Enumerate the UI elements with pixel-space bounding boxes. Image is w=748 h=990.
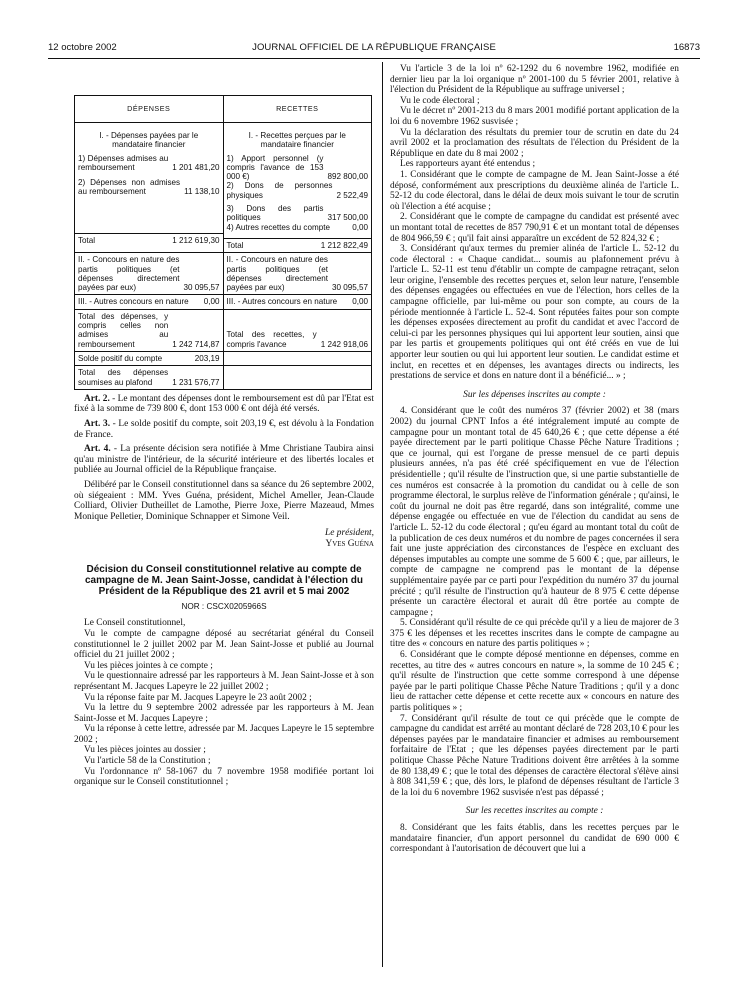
paragraph: Vu l'article 3 de la loi nº 62-1292 du 6 novembre 1962, modifiée en dernier lieu par la loi organique nº 2001-100 du 5 février 2001, relative à l'élection du Président de la République au suffrage universel ; <box>390 64 679 96</box>
rec-section-title: I. - Recettes perçues par le mandataire financier <box>248 131 346 150</box>
paragraph: 8. Considérant que les faits établis, dans les recettes perçues par le mandataire financier, d'un apport personnel du candidat de 690 000 € correspondant à l'autorisation de découvert que lui a <box>390 822 679 855</box>
paragraph: 7. Considérant qu'il résulte de tout ce qui précède que le compte de campagne du candidat est arrêté au montant déclaré de 728 203,10 € pour les dépenses payées par le mandataire financier et admises au remboursement forfaitaire de l'Etat ; que les dépenses payées directement par le parti politique Chasse Pêche Nature Traditions doivent être arrêtées à la somme de 80 138,49 € ; que le total des dépenses de caractère électoral s'élève ainsi à 808 341,59 € ; que, dès lors, le plafond de dépenses résultant de l'article 3 de la loi du 6 novembre 1962 susvisée n'est pas dépassé ; <box>390 713 679 798</box>
dep-line-1-value: 1 201 481,20 <box>172 162 220 172</box>
rec-line-4-value: 0,00 <box>352 222 368 232</box>
paragraph: Vu l'article 58 de la Constitution ; <box>84 756 211 767</box>
recettes-header: RECETTES <box>223 96 372 123</box>
left-column <box>74 95 374 788</box>
dep-grand-total-value: 1 242 714,87 <box>172 339 220 349</box>
paragraph: 2. Considérant que le compte de campagne du candidat est présenté avec un montant total de recettes de 857 790,91 € et un montant total de dépenses de 804 966,59 € ; qu'il fait ainsi apparaître un excédent de 52 824,32 € ; <box>390 212 679 244</box>
paragraph: Vu la réponse faite par M. Jacques Lapeyre le 23 août 2002 ; <box>84 692 312 703</box>
rec-concours-partis: II. - Concours en nature des partis politiques (et dépenses directement payées par eux) <box>226 255 328 293</box>
rec-total-value: 1 212 822,49 <box>320 240 368 250</box>
dep-section-title: I. - Dépenses payées par le mandataire financier <box>99 131 199 150</box>
recettes-section-2 <box>223 253 372 295</box>
solde-empty <box>223 351 372 365</box>
decision-title: Décision du Conseil constitutionnel relative au compte de campagne de M. Jean Saint-Josse, candidat à l'élection du Président de la République des 21 avril et 5 mai 2002 <box>84 563 363 598</box>
paragraph: Vu le questionnaire adressé par les rapporteurs à M. Jean Saint-Josse et à son représentant M. Jacques Lapeyre le 22 juillet 2002 ; <box>74 671 374 692</box>
depenses-header: DÉPENSES <box>75 96 224 123</box>
rec-grand-total-value: 1 242 918,06 <box>320 339 368 349</box>
paragraph: Les rapporteurs ayant été entendus ; <box>400 159 536 170</box>
recettes-section-1 <box>223 123 372 253</box>
subheading-depenses: Sur les dépenses inscrites au compte : <box>463 389 606 400</box>
header-date: 12 octobre 2002 <box>48 42 117 53</box>
left-paragraphs <box>74 618 374 788</box>
dep-concours-partis-value: 30 095,57 <box>183 283 220 293</box>
dep-total-value: 1 212 619,30 <box>172 235 220 245</box>
rec-line-2: 2) Dons de personnes physiques <box>226 181 333 200</box>
rec-concours-partis-value: 30 095,57 <box>331 283 368 293</box>
rec-line-1-value: 892 800,00 <box>327 172 368 182</box>
dep-grand-total-label: Total des dépenses, y compris celles non admises au remboursement <box>78 311 169 349</box>
soumises-cell <box>75 366 224 390</box>
article-4-label: Art. 4. <box>84 444 111 455</box>
dep-concours-partis: II. - Concours en nature des partis politiques (et dépenses directement payées par eux) <box>78 255 180 293</box>
rec-autres-concours: III. - Autres concours en nature <box>226 297 338 307</box>
paragraph: 5. Considérant qu'il résulte de ce qui précède qu'il y a lieu de majorer de 3 375 € les dépenses et les recettes inscrites dans le compte de campagne au titre des « concours en nature des partis politiques » ; <box>390 618 679 650</box>
rec-line-3: 3) Dons des partis politiques <box>226 204 324 223</box>
solde-value: 203,19 <box>194 353 220 363</box>
soumises-label: Total des dépenses soumises au plafond <box>78 368 169 387</box>
article-3-label: Art. 3. <box>84 419 111 430</box>
accounts-table <box>74 95 372 390</box>
header-page-number: 16873 <box>673 42 700 53</box>
depenses-section-3 <box>75 295 224 309</box>
article-4 <box>74 444 374 476</box>
depenses-section-1 <box>75 123 224 253</box>
soumises-empty <box>223 366 372 390</box>
paragraph: Le Conseil constitutionnel, <box>84 618 186 629</box>
rec-total-label: Total <box>226 240 244 250</box>
paragraph: Vu le compte de campagne déposé au secrétariat général du Conseil constitutionnel le 2 juillet 2002 par M. Jean Saint-Josse et publié au Journal officiel du 21 juillet 2002 ; <box>74 628 374 661</box>
right-column <box>390 64 679 855</box>
paragraph: Vu le code électoral ; <box>400 95 480 106</box>
dep-autres-concours-value: 0,00 <box>203 297 220 307</box>
rec-line-3-value: 317 500,00 <box>327 213 368 223</box>
right-paragraphs-c <box>390 823 679 855</box>
article-4-text: - La présente décision sera notifiée à Mme Christiane Taubira ainsi qu'au ministre de l'intérieur, de la sécurité intérieure et des libertés locales et publiée au Journal officiel de la République française. <box>74 444 374 476</box>
signature-name: Yves Guéna <box>325 538 374 549</box>
header-rule <box>48 58 700 59</box>
rec-line-1: 1) Apport personnel (y compris l'avance de 153 000 €) <box>226 153 324 182</box>
rec-grand-total <box>223 309 372 351</box>
paragraph: Vu l'ordonnance nº 58-1067 du 7 novembre 1958 modifiée portant loi organique sur le Conseil constitutionnel ; <box>74 766 374 788</box>
dep-line-2: 2) Dépenses non admises au remboursement <box>78 178 181 197</box>
paragraph: Vu les pièces jointes au dossier ; <box>84 745 206 756</box>
header-journal-title: JOURNAL OFFICIEL DE LA RÉPUBLIQUE FRANÇAISE <box>252 42 496 53</box>
depenses-section-2 <box>75 253 224 295</box>
recettes-section-3 <box>223 295 372 309</box>
nor-reference: NOR : CSCX0205966S <box>181 601 267 611</box>
right-paragraphs-a <box>390 64 679 382</box>
article-2 <box>74 394 374 415</box>
column-divider <box>382 62 383 967</box>
dep-total-label: Total <box>78 235 96 245</box>
rec-grand-total-label: Total des recettes, y compris l'avance <box>226 330 317 349</box>
paragraph: 4. Considérant que le coût des numéros 37 (février 2002) et 38 (mars 2002) du journal CPNT Infos a été intégralement imputé au compte de campagne pour un montant total de 45 640,26 € ; que cette dépense a été payée directement par le parti politique Chasse Pêche Nature Traditions ; que ce journal, qui est l'organe de presse mensuel de ce parti depuis plusieurs années, n'a pas été créé spécifiquement en vue de l'élection présidentielle ; qu'il résulte de l'instruction que, si une partie substantielle de ces numéros est consacrée à la promotion du candidat ou à celle de son programme électoral, le surplus relève de l'information générale ; qu'ainsi, le coût du journal ne doit pas être regardé, dans son intégralité, comme une dépense engagée ou effectuée en vue de l'élection du candidat au sens de l'article L. 52-12 du code électoral ; qu'eu égard au montant total du coût de la publication de ces deux numéros et du nombre de pages concernées il sera fait une juste appréciation des circonstances de l'espèce en excluant des dépenses imputables au compte une somme de 5 600 € ; que, par ailleurs, le compte de campagne ne comprend pas le montant de la dépense supplémentaire payée par ce parti pour l'expédition du numéro 37 du journal précité ; qu'il résulte de l'instruction qu'à hauteur de 8 975 € cette dépense présente un caractère électoral et aurait dû être portée au compte de campagne ; <box>390 406 679 618</box>
solde-label: Solde positif du compte <box>78 353 163 363</box>
page-header <box>48 42 700 56</box>
dep-grand-total <box>75 309 224 351</box>
paragraph: 3. Considérant qu'aux termes du premier alinéa de l'article L. 52-12 du code électoral : « Chaque candidat... soumis au plafonnement prévu à l'article L. 52-11 est tenu d'établir un compte de campagne retraçant, selon leur origine, l'ensemble des recettes perçues et, selon leur nature, l'ensemble des dépenses engagées ou effectuées en vue de l'élection, hors celles de la campagne officielle, par lui-même ou pour son compte, au cours de la période mentionnée à l'article L. 52-4. Sont réputées faites pour son compte les dépenses exposées directement au profit du candidat et avec l'accord de celui-ci par les personnes physiques qui lui apportent leur soutien, ainsi que par les partis et groupements politiques qui ont été créés en vue de lui apporter leur soutien ou qui lui apportent leur soutien. Le candidat estime et inclut, en recettes et en dépenses, les avantages directs ou indirects, les prestations de service et dons en nature dont il a bénéficié... » ; <box>390 244 679 382</box>
signature-role: Le président, <box>325 528 374 539</box>
dep-autres-concours: III. - Autres concours en nature <box>78 297 189 307</box>
paragraph: Vu le décret nº 2001-213 du 8 mars 2001 modifié portant application de la loi du 6 novembre 1962 susvisée ; <box>390 106 679 127</box>
right-paragraphs-b <box>390 406 679 798</box>
deliberation: Délibéré par le Conseil constitutionnel dans sa séance du 26 septembre 2002, où siégeaient : MM. Yves Guéna, président, Michel Ameller, Jean-Claude Colliard, Olivier Dutheillet de Lamothe, Pierre Joxe, Pierre Mazeaud, Mmes Monique Pelletier, Dominique Schnapper et Simone Veil. <box>74 479 374 522</box>
paragraph: Vu les pièces jointes à ce compte ; <box>84 660 213 671</box>
paragraph: Vu la lettre du 9 septembre 2002 adressée par les rapporteurs à M. Jean Saint-Josse et M. Jacques Lapeyre ; <box>74 703 374 724</box>
article-2-text: - Le montant des dépenses dont le remboursement est dû par l'Etat est fixé à la somme de 739 800 €, dont 153 000 € ont déjà été versés. <box>74 393 375 415</box>
rec-autres-concours-value: 0,00 <box>352 297 368 307</box>
dep-line-2-value: 11 138,10 <box>184 187 220 197</box>
solde-cell <box>75 351 224 365</box>
dep-line-1: 1) Dépenses admises au remboursement <box>78 153 169 172</box>
paragraph: Vu la déclaration des résultats du premier tour de scrutin en date du 24 avril 2002 et la proclamation des résultats de l'élection du Président de la République en date du 8 mai 2002 ; <box>390 127 679 159</box>
paragraph: 6. Considérant que le compte déposé mentionne en dépenses, comme en recettes, au titre des « autres concours en nature », la somme de 10 245 € ; qu'il résulte de l'instruction que cette somme correspond à une dépense payée par le parti politique Chasse Pêche Nature Traditions ; qu'il y a donc lieu de rattacher cette dépense et cette recette aux « concours en nature des partis politiques » ; <box>390 650 679 714</box>
rec-line-2-value: 2 522,49 <box>336 190 368 200</box>
rec-line-4: 4) Autres recettes du compte <box>226 222 330 232</box>
article-3 <box>74 419 374 440</box>
article-3-text: - Le solde positif du compte, soit 203,19 €, est dévolu à la Fondation de France. <box>74 419 374 440</box>
soumises-value: 1 231 576,77 <box>172 377 220 387</box>
article-2-label: Art. 2. <box>84 393 110 404</box>
paragraph: Vu la réponse à cette lettre, adressée par M. Jacques Lapeyre le 15 septembre 2002 ; <box>74 724 374 745</box>
subheading-recettes: Sur les recettes inscrites au compte : <box>465 806 604 817</box>
paragraph: 1. Considérant que le compte de campagne de M. Jean Saint-Josse a été déposé, conformément aux prescriptions du deuxième alinéa de l'article L. 52-12 du code électoral, dans le délai de deux mois suivant le tour de scrutin où l'élection a été acquise ; <box>390 169 679 212</box>
